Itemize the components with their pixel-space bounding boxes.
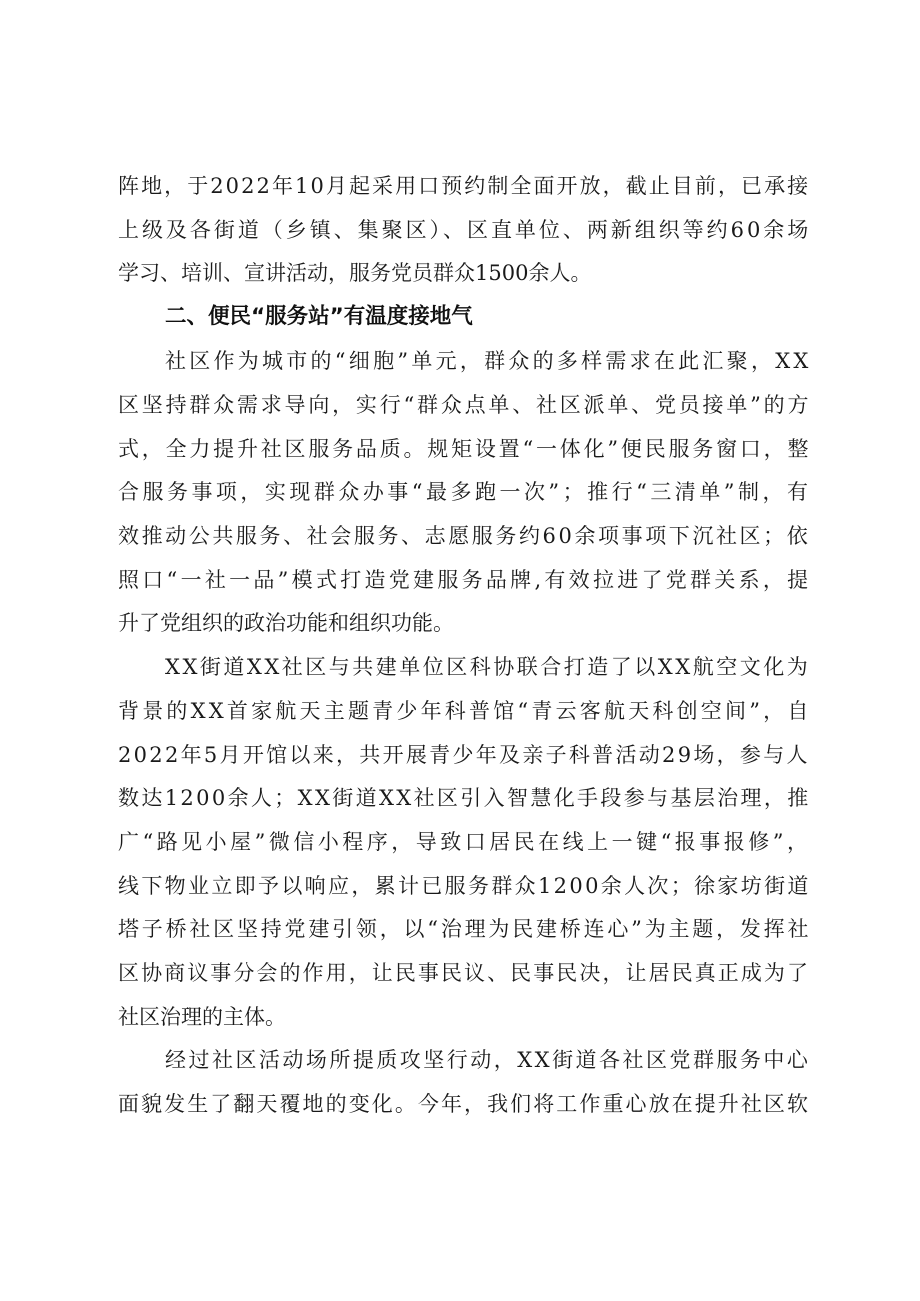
text-line: 阵地，于2022年10月起采用口预约制全面开放，截止目前，已承接 — [118, 174, 811, 198]
text-line: 效推动公共服务、社会服务、志愿服务约60余项事项下沉社区；依 — [118, 524, 811, 548]
text-line: 广“路见小屋”微信小程序，导致口居民在线上一键“报事报修”， — [118, 830, 812, 854]
text-line: 面貌发生了翻天覆地的变化。今年，我们将工作重心放在提升社区软 — [118, 1092, 811, 1116]
text-line: 数达1200余人；XX街道XX社区引入智慧化手段参与基层治理，推 — [118, 786, 811, 810]
text-line: 社区作为城市的“细胞”单元，群众的多样需求在此汇聚，XX — [165, 349, 812, 373]
text-line: 塔子桥社区坚持党建引领，以“治理为民建桥连心”为主题，发挥社 — [118, 917, 812, 941]
text-line: 背景的XX首家航天主题青少年科普馆“青云客航天科创空间”，自 — [118, 699, 812, 723]
text-line: 经过社区活动场所提质攻坚行动，XX街道各社区党群服务中心 — [165, 1048, 811, 1072]
text-line: 照口“一社一品”模式打造党建服务品牌,有效拉进了党群关系，提 — [118, 568, 812, 592]
text-line: 区坚持群众需求导向，实行“群众点单、社区派单、党员接单”的方 — [118, 393, 812, 417]
text-line: 2022年5月开馆以来，共开展青少年及亲子科普活动29场，参与人 — [118, 743, 810, 767]
text-line: 上级及各街道（乡镇、集聚区）、区直单位、两新组织等约60余场 — [118, 218, 812, 242]
text-line: XX街道XX社区与共建单位区科协联合打造了以XX航空文化为 — [165, 655, 811, 679]
text-line: 社区治理的主体。 — [118, 1005, 286, 1029]
text-line: 合服务事项，实现群众办事“最多跑一次”；推行“三清单”制，有 — [118, 480, 812, 504]
text-line: 学习、培训、宣讲活动，服务党员群众1500余人。 — [118, 261, 592, 285]
text-line: 线下物业立即予以响应，累计已服务群众1200余人次；徐家坊街道 — [118, 874, 811, 898]
text-line: 升了党组织的政治功能和组织功能。 — [118, 611, 454, 635]
section-heading: 二、便民“服务站”有温度接地气 — [165, 304, 473, 329]
text-line: 式，全力提升社区服务品质。规矩设置“一体化”便民服务窗口，整 — [118, 437, 812, 461]
text-line: 区协商议事分会的作用，让民事民议、民事民决，让居民真正成为了 — [118, 961, 811, 985]
